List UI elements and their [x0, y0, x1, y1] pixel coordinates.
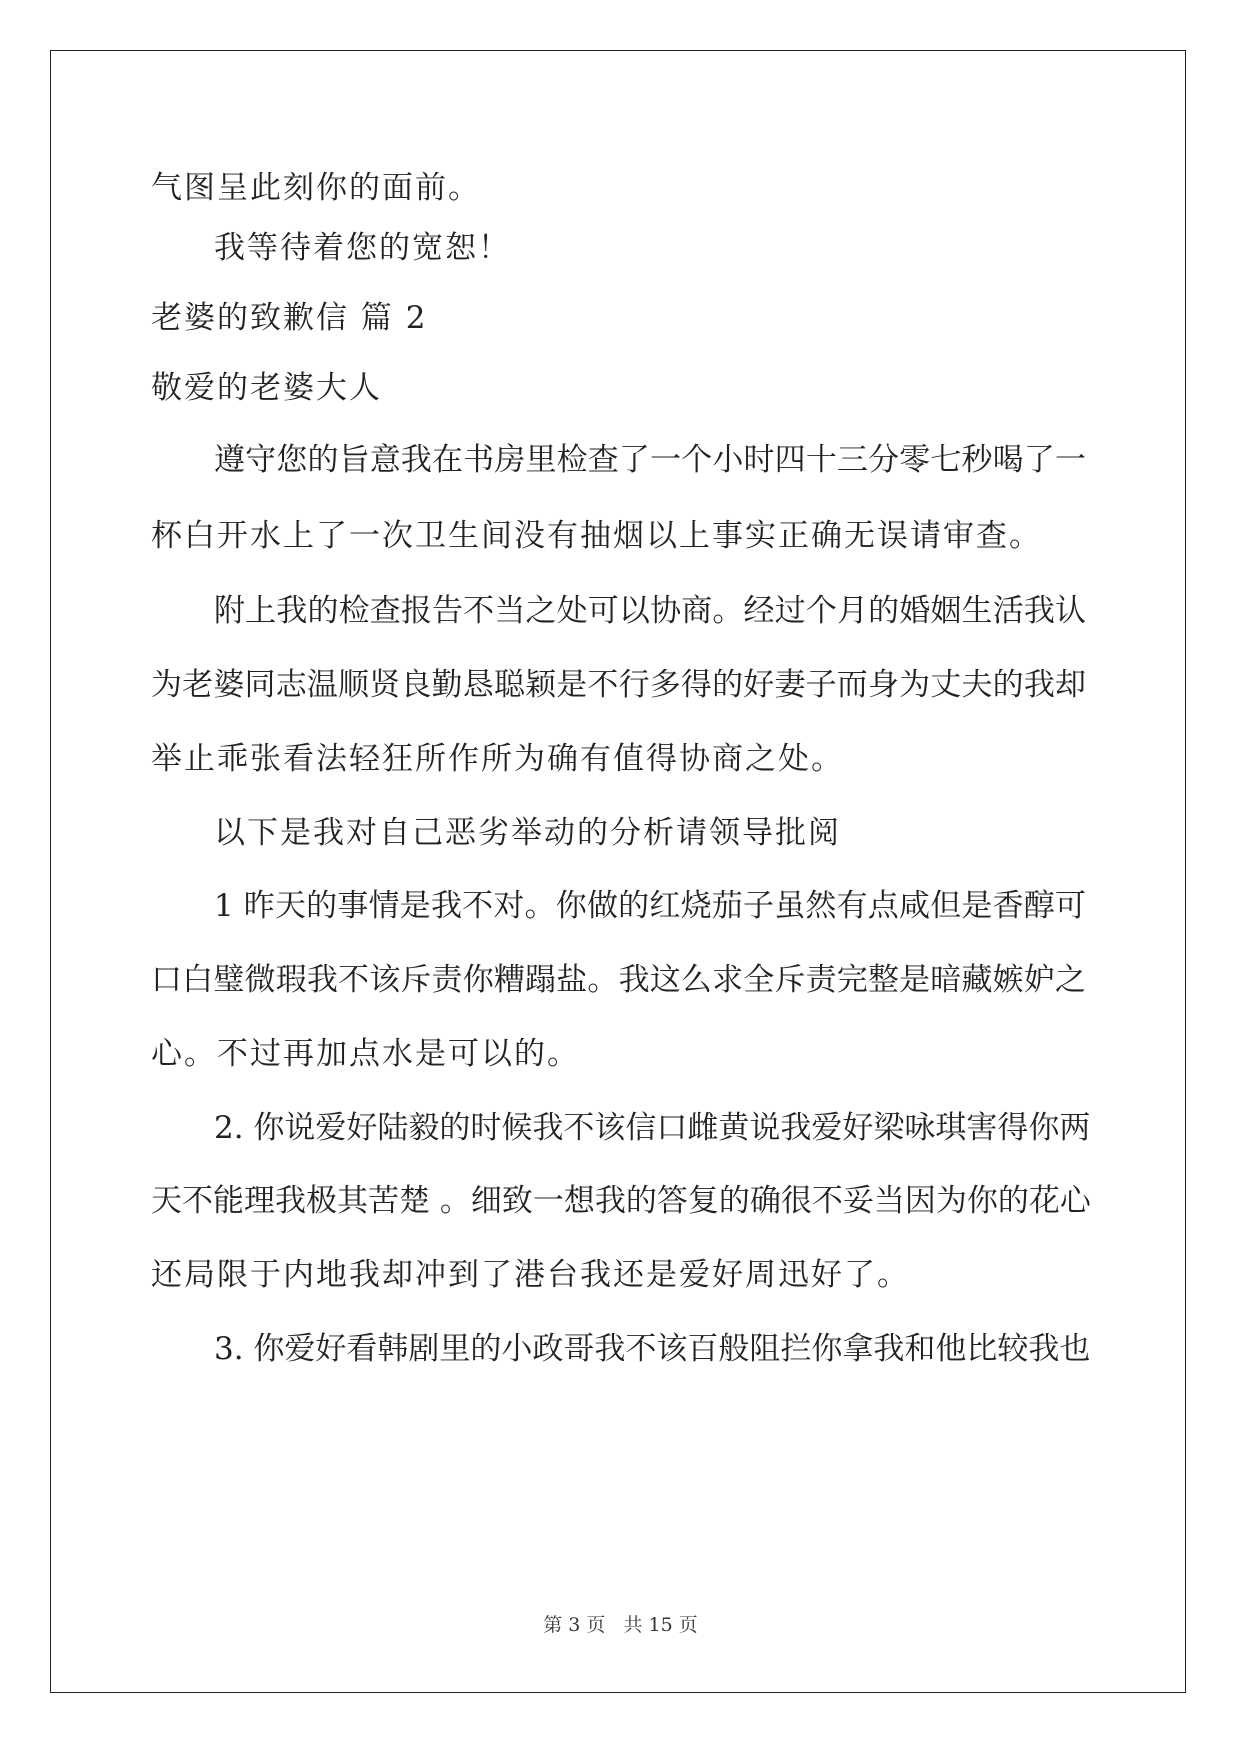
text-line: 举止乖张看法轻狂所作所为确有值得协商之处。 — [151, 741, 844, 777]
text-line: 心。不过再加点水是可以的。 — [151, 1036, 580, 1072]
page-footer — [0, 1610, 1241, 1637]
text-line: 我等待着您的宽恕！ — [214, 230, 511, 266]
text-line: 杯白开水上了一次卫生间没有抽烟以上事实正确无误请审查。 — [151, 518, 1042, 554]
text-line: 为老婆同志温顺贤良勤恳聪颖是不行多得的好妻子而身为丈夫的我却 — [151, 667, 1086, 703]
page-number: 第 3 页 — [543, 1614, 606, 1636]
text-line: 以下是我对自己恶劣举动的分析请领导批阅 — [214, 815, 841, 851]
text-line: 3. 你爱好看韩剧里的小政哥我不该百般阻拦你拿我和他比较我也 — [214, 1331, 1091, 1367]
page-total: 共 15 页 — [623, 1614, 698, 1636]
text-line: 还局限于内地我却冲到了港台我还是爱好周迅好了。 — [151, 1257, 910, 1293]
text-line: 天不能理我极其苦楚 。细致一想我的答复的确很不妥当因为你的花心 — [151, 1183, 1091, 1219]
section-heading: 老婆的致歉信 篇 2 — [151, 300, 428, 336]
text-line: 气图呈此刻你的面前。 — [151, 170, 481, 206]
salutation: 敬爱的老婆大人 — [151, 370, 382, 406]
text-line: 口白璧微瑕我不该斥责你糟蹋盐。我这么求全斥责完整是暗藏嫉妒之 — [151, 962, 1086, 998]
text-line: 2. 你说爱好陆毅的时候我不该信口雌黄说我爱好梁咏琪害得你两 — [214, 1110, 1091, 1146]
text-line: 附上我的检查报告不当之处可以协商。经过个月的婚姻生活我认 — [214, 593, 1086, 629]
text-line: 1 昨天的事情是我不对。你做的红烧茄子虽然有点咸但是香醇可 — [214, 888, 1086, 924]
page-border — [50, 50, 1186, 1693]
text-line: 遵守您的旨意我在书房里检查了一个小时四十三分零七秒喝了一 — [214, 442, 1086, 478]
